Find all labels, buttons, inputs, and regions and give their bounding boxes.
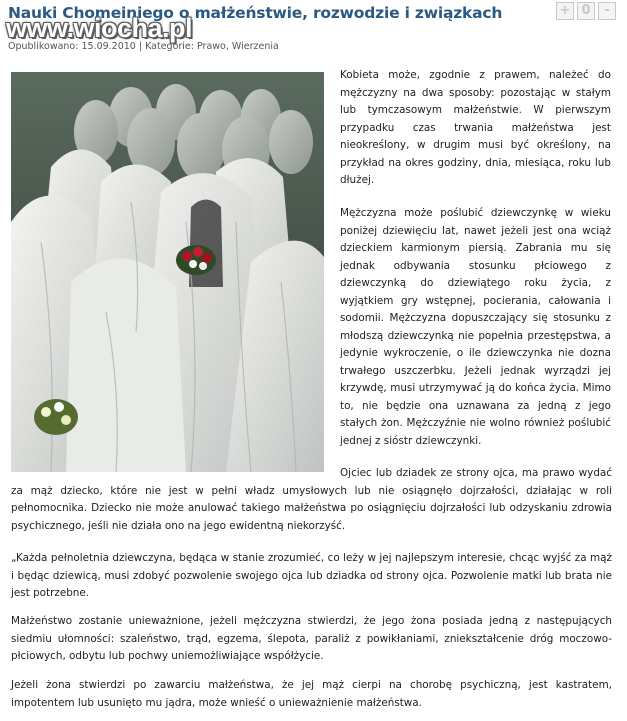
paragraph-2: Mężczyzna może poślubić dziewczynkę w wieku poniżej dziewięciu lat, nawet jeżeli jest ona wciąż dzieckiem karmionym piersią. Zabrania mu się jednak odbywania stosunku płciowego z dziewczynką do dziewiątego roku życia, z wyjątkiem gry wstępnej, pocierania, całowania i sodomii. Mężczyzna dopuszczający się stosunku z młodszą dziewczynką nie popełnia przestępstwa, a jedynie wykroczenie, o ile dziewczynka nie dozna trwałego uszczerbku. Jeżeli jednak wyrządzi jej krzywdę, musi utrzymywać ją do końca życia. Mimo to, nie będzie ona uznawana za jedną z jego stałych żon. Mężczyźnie nie wolno również poślubić jednej z sióstr dziewczynki. [340,207,611,447]
article-title[interactable]: Nauki Chomeiniego o małżeństwie, rozwodzie i związkach [8,4,503,22]
paragraph-4: „Każda pełnoletnia dziewczyna, będąca w stanie zrozumieć, co leży w jej najlepszym interesie, chcąc wyjść za mąż i będąc dziewicą, musi zdobyć pozwolenie swojego ojca lub dziadka od strony ojca. Pozwolenie matki lub brata nie jest potrzebne. [11,552,612,599]
paragraph-6: Jeżeli żona stwierdzi po zawarciu małżeństwa, że jej mąż cierpi na chorobę psychiczną, jest kastratem, impotentem lub usunięto mu jądra, może wnieść o unieważnienie małżeństwa. [11,679,612,709]
font-size-controls [556,2,616,20]
paragraph-5: Małżeństwo zostanie unieważnione, jeżeli mężczyzna stwierdzi, że jego żona posiada jedną z następujących siedmiu ułomności: szaleństwo, trąd, egzema, ślepota, paraliż z powikłaniami, zniekształcenie dróg moczowo-płciowych, odbytu lub pochwy uniemożliwiające współżycie. [11,615,612,662]
site-watermark: www.wiocha.pl [6,13,193,43]
font-increase-button[interactable]: + [556,2,574,20]
article-photo [11,72,324,472]
font-decrease-button[interactable]: - [598,2,616,20]
paragraph-3: Ojciec lub dziadek ze strony ojca, ma prawo wydać za mąż dziecko, które nie jest w pełni władz umysłowych lub nie osiągnęło dojrzałości, działając w roli pełnomocnika. Dziecko nie może anulować takiego małżeństwa po osiągnięciu dojrzałości lub odzyskaniu zdrowia psychicznego, jeśli nie działa ono na jego ewidentną niekorzyść. [11,467,612,532]
paragraph-1: Kobieta może, zgodnie z prawem, należeć do mężczyzny na dwa sposoby: pozostając w stałym lub tymczasowym małżeństwie. W pierwszym przypadku czas trwania małżeństwa jest nieokreślony, w drugim musi być określony, na przykład na okres godziny, dnia, miesiąca, roku lub dłużej. [340,69,611,186]
brides-photo-illustration [11,72,324,472]
font-reset-button[interactable]: 0 [577,2,595,20]
article-meta: Opublikowano: 15.09.2010 | Kategorie: Prawo, Wierzenia [8,41,279,52]
